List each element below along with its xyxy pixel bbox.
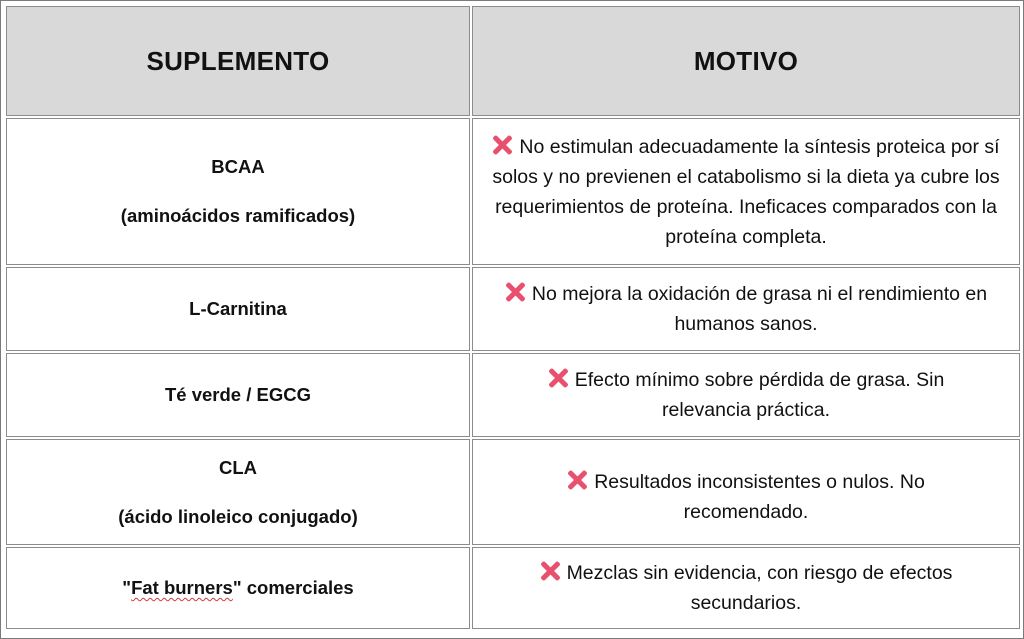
cross-mark-icon [540, 561, 560, 581]
supplement-name: CLA [218, 456, 258, 478]
supplement-cell [6, 547, 470, 629]
reason-text: Mezclas sin evidencia, con riesgo de efectos secundarios. [566, 562, 953, 614]
reason-cell [472, 547, 1020, 629]
reason-cell [472, 439, 1020, 545]
table-row [6, 439, 1020, 545]
cross-mark-icon [548, 368, 568, 388]
table-row [6, 118, 1020, 265]
reason-text: Resultados inconsistentes o nulos. No recomendado. [594, 471, 925, 523]
header-row [6, 6, 1020, 116]
reason-text: No mejora la oxidación de grasa ni el rendimiento en humanos sanos. [531, 283, 988, 335]
cross-mark-icon [567, 470, 587, 490]
cross-mark-icon [505, 282, 525, 302]
reason-text: No estimulan adecuadamente la síntesis proteica por sí solos y no previenen el catabolismo si la dieta ya cubre los requerimientos de proteína. Ineficaces comparados con la proteína completa. [492, 135, 1000, 248]
supplement-name-rest: " comerciales [232, 577, 354, 598]
supplement-cell [6, 353, 470, 437]
spellcheck-flagged-word: Fat burners [131, 577, 233, 598]
table-row [6, 547, 1020, 629]
supplement-detail: (ácido linoleico conjugado) [118, 505, 358, 527]
supplement-cell [6, 267, 470, 351]
supplement-cell [6, 118, 470, 265]
quote-open: " [122, 577, 132, 598]
header-reason: MOTIVO [472, 6, 1020, 116]
supplement-name: Té verde / EGCG [165, 384, 311, 405]
supplement-name: BCAA [211, 156, 265, 177]
supplement-name: L-Carnitina [189, 298, 287, 319]
reason-cell [472, 118, 1020, 265]
reason-cell [472, 267, 1020, 351]
header-supplement: SUPLEMENTO [6, 6, 470, 116]
cross-mark-icon [492, 135, 512, 155]
supplements-table [4, 4, 1022, 631]
reason-text: Efecto mínimo sobre pérdida de grasa. Sin relevancia práctica. [574, 369, 945, 421]
table-row [6, 353, 1020, 437]
supplement-detail: (aminoácidos ramificados) [120, 205, 356, 226]
reason-cell [472, 353, 1020, 437]
table-row [6, 267, 1020, 351]
supplement-cell [6, 439, 470, 545]
